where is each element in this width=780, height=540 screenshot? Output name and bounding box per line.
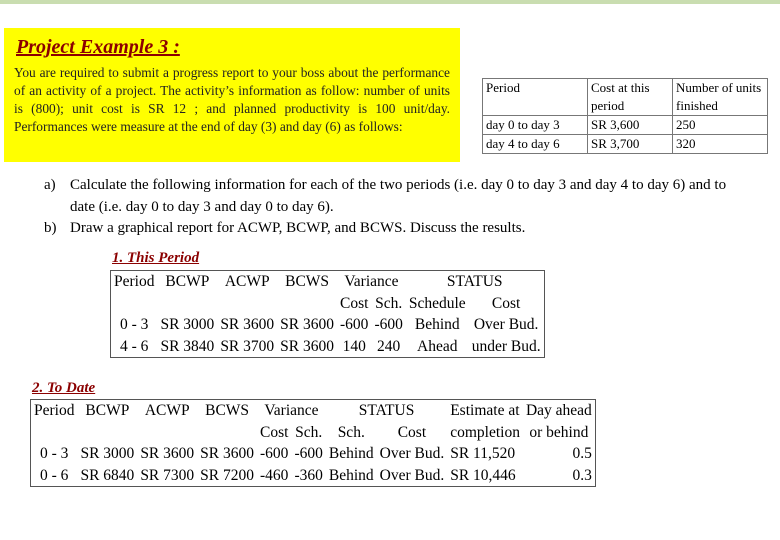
table-cell: SR 3600 (280, 337, 334, 355)
table-cell: -600 (294, 445, 323, 462)
td-header-bcwp: BCWP (85, 402, 130, 419)
table-cell: SR 3000 (160, 316, 215, 333)
table-cell: -600 (260, 445, 289, 462)
tp-sub-schedule: Schedule (408, 294, 466, 312)
td-header-period: Period (34, 402, 75, 419)
table-cell: SR 11,520 (450, 445, 516, 462)
table-cell: Over Bud. (473, 316, 539, 333)
table-cell: SR 3600 (140, 445, 195, 462)
table-cell: Behind (328, 445, 374, 462)
table-cell: SR 6840 (80, 466, 135, 484)
task-mark: a) (44, 177, 56, 193)
table-cell: 0.3 (572, 466, 592, 484)
table-cell: SR 3600 (280, 316, 334, 333)
table-row (31, 443, 596, 465)
info-cell: 320 (673, 135, 768, 154)
td-sub-sch: Sch. (295, 423, 323, 441)
this-period-title: 1. This Period (112, 250, 200, 266)
tp-sub-sch: Sch. (375, 294, 403, 312)
table-cell: Behind (328, 466, 374, 484)
table-cell: -460 (260, 466, 289, 484)
table-cell: SR 7200 (200, 466, 254, 484)
table-cell: -600 (374, 316, 403, 333)
info-cell: SR 3,700 (588, 135, 673, 154)
table-cell: SR 3600 (220, 316, 275, 333)
table-cell: Behind (414, 316, 460, 333)
tp-sub-status-cost: Cost (491, 294, 521, 312)
task-item (44, 218, 744, 240)
td-sub-or-behind: or behind (529, 423, 589, 441)
table-cell: Ahead (417, 337, 458, 355)
td-sub-cost: Cost (260, 423, 289, 441)
info-cell: 250 (673, 116, 768, 135)
table-cell: 0 - 6 (40, 466, 69, 484)
info-header-period: Period (483, 79, 588, 116)
td-header-acwp: ACWP (144, 402, 190, 419)
example-title: Project Example 3 : (16, 36, 180, 58)
td-header-day-ahead: Day ahead (525, 402, 592, 419)
td-header-bcws: BCWS (205, 402, 250, 419)
tp-subheader-row (111, 293, 545, 315)
td-header-status: STATUS (358, 402, 415, 419)
info-table (482, 78, 768, 154)
task-mark: b) (44, 220, 57, 236)
table-cell: Over Bud. (379, 445, 445, 462)
info-header-row (483, 79, 768, 116)
intro-paragraph: You are required to submit a progress report to your boss about the performance of an activity of a project. The activity’s information as follow: number of units is (800); unit cost is SR 12 ; and planned productivity is 100 unit/day. Performances were measure at the end of day (3) and day (6) as follows: (14, 65, 450, 134)
td-header-variance: Variance (264, 402, 319, 419)
info-header-units: Number of units finished (673, 79, 768, 116)
table-row (111, 336, 545, 358)
to-date-table (30, 399, 596, 487)
info-cell: day 4 to day 6 (483, 135, 588, 154)
info-row (483, 116, 768, 135)
table-cell: SR 3840 (160, 337, 215, 355)
td-sub-status-cost: Cost (397, 423, 427, 441)
table-cell: 140 (342, 337, 366, 355)
this-period-table (110, 270, 545, 358)
table-cell: 0.5 (572, 445, 592, 462)
table-cell: SR 10,446 (450, 466, 516, 484)
table-cell: Over Bud. (379, 466, 445, 484)
table-cell: SR 3700 (220, 337, 275, 355)
td-header-estimate: Estimate at (450, 402, 520, 419)
td-header-row (31, 400, 596, 422)
tp-header-period: Period (114, 273, 155, 290)
table-cell: 4 - 6 (120, 337, 149, 355)
tp-header-status: STATUS (446, 273, 503, 290)
tp-header-bcws: BCWS (285, 273, 330, 290)
info-cell: SR 3,600 (588, 116, 673, 135)
tp-header-row (111, 271, 545, 293)
to-date-title: 2. To Date (32, 380, 96, 396)
task-text: Draw a graphical report for ACWP, BCWP, and BCWS. Discuss the results. (70, 220, 526, 236)
table-cell: -600 (340, 316, 369, 333)
table-row (31, 465, 596, 487)
tp-header-bcwp: BCWP (165, 273, 210, 290)
info-cell: day 0 to day 3 (483, 116, 588, 135)
table-cell: 0 - 3 (40, 445, 69, 462)
td-sub-completion: completion (450, 423, 520, 441)
info-row (483, 135, 768, 154)
table-cell: 240 (377, 337, 401, 355)
table-cell: SR 7300 (140, 466, 195, 484)
info-header-cost: Cost at this period (588, 79, 673, 116)
top-accent-line (0, 0, 780, 4)
task-list (44, 175, 744, 240)
td-sub-status-sch: Sch. (337, 423, 365, 441)
tp-sub-cost: Cost (340, 294, 369, 312)
tp-header-acwp: ACWP (224, 273, 270, 290)
table-row (111, 314, 545, 336)
td-subheader-row (31, 422, 596, 444)
table-cell: -360 (294, 466, 323, 484)
table-cell: SR 3000 (80, 445, 135, 462)
tp-header-variance: Variance (344, 273, 399, 290)
table-cell: under Bud. (471, 337, 541, 355)
table-cell: SR 3600 (200, 445, 254, 462)
task-text: Calculate the following information for each of the two periods (i.e. day 0 to day 3 and day 4 to day 6) and to date (i.e. day 0 to day 3 and day 0 to day 6). (70, 177, 727, 215)
task-item (44, 175, 744, 218)
table-cell: 0 - 3 (120, 316, 149, 333)
